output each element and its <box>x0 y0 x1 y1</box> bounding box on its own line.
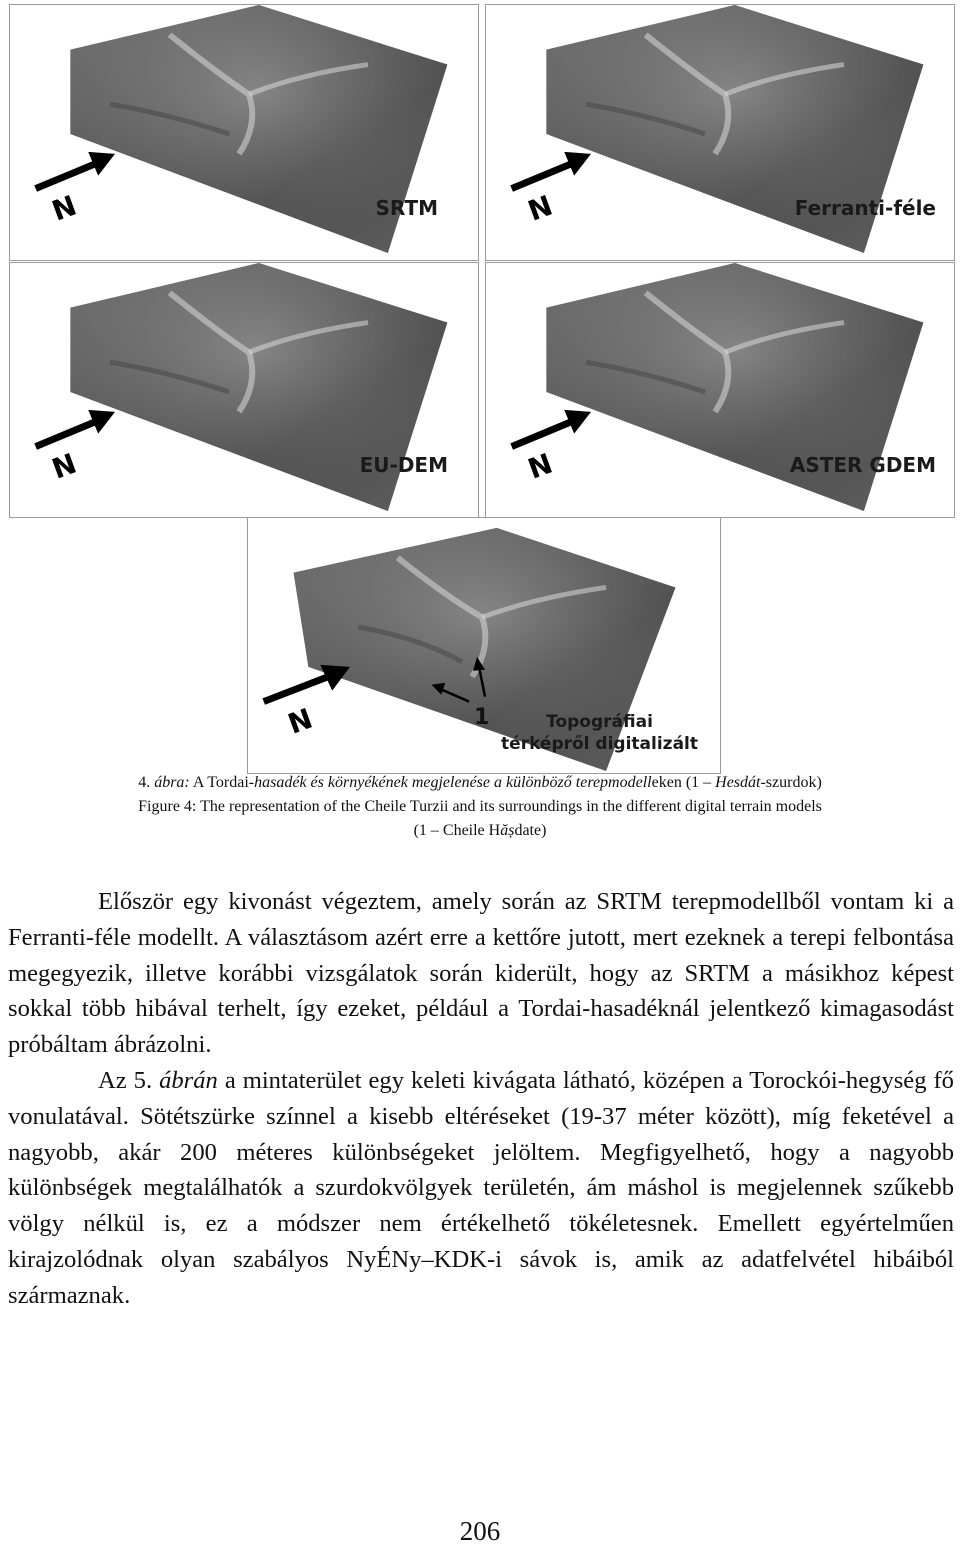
caption-english-line1: Figure 4: The representation of the Cheile Turzii and its surroundings in the different digital terrain models <box>138 798 822 815</box>
caption-english-line2: (1 – Cheile Hășdate) <box>413 822 547 839</box>
north-label: N <box>47 446 81 486</box>
panel-label <box>501 711 698 755</box>
body-text <box>8 884 954 1314</box>
figure-panel-srtm <box>9 4 479 261</box>
north-arrow-icon <box>486 5 954 260</box>
figure-panel-eudem <box>9 262 479 518</box>
north-label: N <box>523 188 557 228</box>
panel-label-line2: térképről digitalizált <box>501 734 698 754</box>
north-arrow-icon <box>10 263 478 517</box>
panel-label: Ferranti-féle <box>794 196 936 220</box>
north-arrow-icon <box>10 5 478 260</box>
panel-label: SRTM <box>375 196 438 220</box>
marker-label: 1 <box>474 705 490 730</box>
figure-panel-ferranti <box>485 4 955 261</box>
paragraph-2: Az 5. ábrán a mintaterület egy keleti kivágata látható, középen a Torockói-hegység fő vonulatával. Sötétszürke színnel a kisebb eltéréseket (19-37 méter között), míg feketével a nagyobb, akár 200 méteres különbségeket jelöltem. Megfigyelhető, hogy a nagyobb különbségek megtalálhatók a szurdokvölgyek területén, ám máshol is megjelennek szűkebb völgy nélkül is, ez a módszer nem értékelhető tökéletesnek. Emellett egyértelműen kirajzolódnak olyan szabályos NyÉNy–KDK-i sávok is, amik az adatfelvétel hibáiból származnak. <box>8 1066 954 1309</box>
north-arrow-icon <box>486 263 954 517</box>
page-number: 206 <box>459 1516 501 1546</box>
panel-label: ASTER GDEM <box>789 453 936 477</box>
north-label: N <box>283 701 317 741</box>
north-label: N <box>47 188 81 228</box>
panel-label-line1: Topográfiai <box>546 712 653 732</box>
caption-hungarian: 4. ábra: A Tordai-hasadék és környékének megjelenése a különböző terepmodelleken (1 – Hesdát-szurdok) <box>138 774 822 791</box>
figure-panel-aster <box>485 262 955 518</box>
figure-panel-topo <box>247 517 721 774</box>
panel-label: EU-DEM <box>359 453 448 477</box>
figure-caption <box>0 771 960 843</box>
north-label: N <box>523 446 557 486</box>
paragraph-1: Először egy kivonást végeztem, amely során az SRTM terepmodellből vontam ki a Ferranti-féle modellt. A választásom azért erre a kettőre jutott, mert ezeknek a terepi felbontása megegyezik, illetve korábbi vizsgálatok során kiderült, hogy az SRTM a másikhoz képest sokkal több hibával terhelt, így ezeket, például a Tordai-hasadéknál jelentkező kimagasodást próbáltam ábrázolni. <box>8 888 954 1059</box>
